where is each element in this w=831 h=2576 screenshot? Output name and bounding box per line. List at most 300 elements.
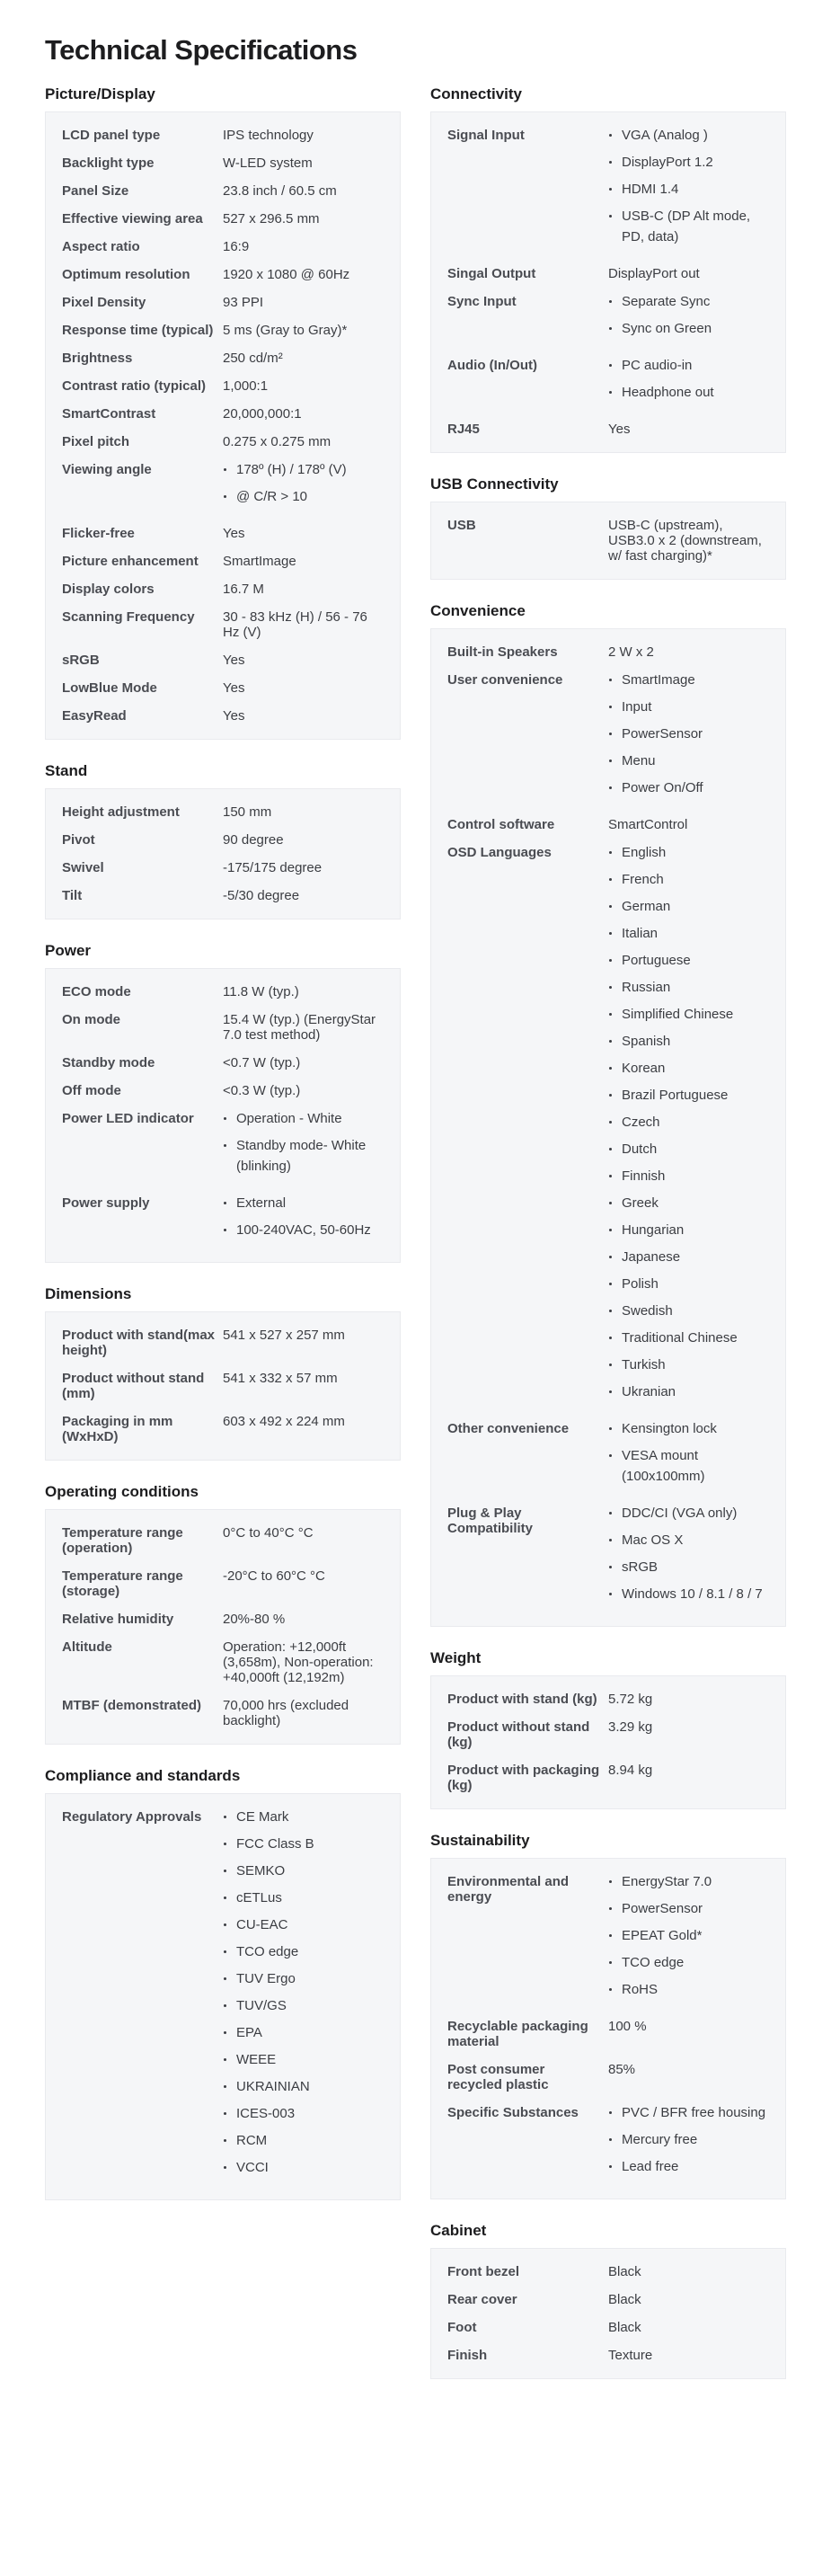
bullet-item: Portuguese xyxy=(608,950,769,971)
spec-row-packaging-in-mm-wxhxd xyxy=(62,1408,384,1451)
spec-label: Specific Substances xyxy=(447,2105,579,2120)
spec-row-audio-in-out xyxy=(447,351,769,415)
spec-value: 70,000 hrs (excluded backlight) xyxy=(223,1698,349,1728)
spec-value-list xyxy=(223,1807,384,2190)
bullet-item: SEMKO xyxy=(223,1861,384,1881)
spec-row-tilt xyxy=(62,882,384,910)
spec-table xyxy=(45,111,401,740)
spec-label: Sync Input xyxy=(447,294,517,309)
spec-row-user-convenience xyxy=(447,666,769,811)
bullet-item: Headphone out xyxy=(608,382,769,403)
bullet-item: ICES-003 xyxy=(223,2103,384,2124)
bullet-item: Korean xyxy=(608,1058,769,1079)
bullet-item: Czech xyxy=(608,1112,769,1133)
section-title: Convenience xyxy=(430,602,526,619)
spec-label: LCD panel type xyxy=(62,128,161,143)
bullet-item: Russian xyxy=(608,977,769,998)
spec-label: EasyRead xyxy=(62,708,127,724)
spec-row-off-mode xyxy=(62,1077,384,1105)
spec-row-product-with-stand-kg xyxy=(447,1685,769,1713)
spec-value: IPS technology xyxy=(223,128,314,143)
spec-value-list xyxy=(608,355,769,415)
bullet-item: DisplayPort 1.2 xyxy=(608,152,769,173)
spec-value: W-LED system xyxy=(223,155,313,171)
spec-value: 100 % xyxy=(608,2019,647,2034)
spec-label: Contrast ratio (typical) xyxy=(62,378,207,394)
spec-value: 16:9 xyxy=(223,239,250,254)
bullet-item: cETLus xyxy=(223,1888,384,1908)
spec-label: Environmental and energy xyxy=(447,1874,570,1905)
spec-label: Product without stand (mm) xyxy=(62,1371,205,1401)
spec-row-temperature-range-operation xyxy=(62,1519,384,1562)
spec-section-picture-display xyxy=(45,84,401,740)
spec-row-regulatory-approvals xyxy=(62,1803,384,2190)
bullet-item: Lead free xyxy=(608,2156,769,2177)
spec-row-sync-input xyxy=(447,288,769,351)
bullet-item: EnergyStar 7.0 xyxy=(608,1871,769,1892)
spec-row-on-mode xyxy=(62,1006,384,1049)
bullet-item: TUV Ergo xyxy=(223,1968,384,1989)
section-title: Cabinet xyxy=(430,2222,487,2239)
spec-label: Tilt xyxy=(62,888,83,903)
spec-value: USB-C (upstream), USB3.0 x 2 (downstream, w/ fast charging)* xyxy=(608,518,762,564)
section-title: Stand xyxy=(45,762,88,779)
spec-label: Temperature range (storage) xyxy=(62,1568,183,1599)
spec-value: Black xyxy=(608,2264,641,2279)
spec-row-power-supply xyxy=(62,1189,384,1253)
spec-section-power xyxy=(45,941,401,1263)
spec-section-usb-connectivity xyxy=(430,475,786,580)
spec-row-front-bezel xyxy=(447,2258,769,2286)
bullet-item: RoHS xyxy=(608,1979,769,2000)
spec-label: Standby mode xyxy=(62,1055,155,1070)
spec-value: 2 W x 2 xyxy=(608,644,654,660)
spec-row-panel-size xyxy=(62,177,384,205)
bullet-item: VESA mount (100x100mm) xyxy=(608,1445,769,1487)
spec-row-smartcontrast xyxy=(62,400,384,428)
spec-row-product-with-packaging-kg xyxy=(447,1756,769,1799)
spec-value-list xyxy=(608,2102,769,2190)
spec-row-response-time-typical xyxy=(62,316,384,344)
bullet-list xyxy=(608,125,769,247)
spec-row-pixel-pitch xyxy=(62,428,384,456)
spec-value: 90 degree xyxy=(223,832,284,848)
spec-value: Yes xyxy=(223,526,245,541)
spec-row-optimum-resolution xyxy=(62,261,384,289)
spec-table xyxy=(45,968,401,1263)
spec-label: Pixel Density xyxy=(62,295,146,310)
bullet-item: Finnish xyxy=(608,1166,769,1186)
spec-row-power-led-indicator xyxy=(62,1105,384,1189)
bullet-list xyxy=(608,355,769,403)
bullet-item: Polish xyxy=(608,1274,769,1294)
spec-section-convenience xyxy=(430,601,786,1627)
spec-section-compliance-and-standards xyxy=(45,1766,401,2200)
spec-value: 30 - 83 kHz (H) / 56 - 76 Hz (V) xyxy=(223,609,367,640)
spec-row-osd-languages xyxy=(447,839,769,1415)
spec-row-temperature-range-storage xyxy=(62,1562,384,1605)
spec-value: -20°C to 60°C °C xyxy=(223,1568,325,1584)
spec-row-eco-mode xyxy=(62,978,384,1006)
spec-value-list xyxy=(608,670,769,811)
bullet-item: 178º (H) / 178º (V) xyxy=(223,459,384,480)
spec-label: User convenience xyxy=(447,672,563,688)
section-title: Power xyxy=(45,942,92,959)
spec-section-cabinet xyxy=(430,2221,786,2379)
bullet-item: Hungarian xyxy=(608,1220,769,1240)
spec-value: Black xyxy=(608,2320,641,2335)
spec-row-signal-input xyxy=(447,121,769,260)
spec-label: Aspect ratio xyxy=(62,239,140,254)
spec-section-connectivity xyxy=(430,84,786,453)
bullet-list xyxy=(223,459,384,507)
spec-label: Scanning Frequency xyxy=(62,609,195,625)
spec-label: Power supply xyxy=(62,1195,150,1211)
spec-value: 1920 x 1080 @ 60Hz xyxy=(223,267,350,282)
bullet-item: Windows 10 / 8.1 / 8 / 7 xyxy=(608,1584,769,1604)
spec-row-pivot xyxy=(62,826,384,854)
bullet-item: HDMI 1.4 xyxy=(608,179,769,200)
spec-row-effective-viewing-area xyxy=(62,205,384,233)
bullet-item: PC audio-in xyxy=(608,355,769,376)
bullet-list xyxy=(608,291,769,339)
bullet-item: RCM xyxy=(223,2130,384,2151)
bullet-item: Simplified Chinese xyxy=(608,1004,769,1025)
bullet-list xyxy=(608,1871,769,2000)
spec-row-brightness xyxy=(62,344,384,372)
spec-label: Temperature range (operation) xyxy=(62,1525,183,1556)
spec-label: Control software xyxy=(447,817,555,832)
spec-label: On mode xyxy=(62,1012,121,1027)
spec-value: Operation: +12,000ft (3,658m), Non-operation: +40,000ft (12,192m) xyxy=(223,1639,374,1685)
bullet-item: EPA xyxy=(223,2022,384,2043)
spec-row-singal-output xyxy=(447,260,769,288)
spec-label: Relative humidity xyxy=(62,1612,174,1627)
bullet-item: 100-240VAC, 50-60Hz xyxy=(223,1220,384,1240)
spec-label: Optimum resolution xyxy=(62,267,190,282)
spec-value: 541 x 332 x 57 mm xyxy=(223,1371,338,1386)
spec-value: Texture xyxy=(608,2348,653,2363)
spec-value-list xyxy=(608,842,769,1415)
spec-row-recyclable-packaging-material xyxy=(447,2012,769,2056)
spec-label: Finish xyxy=(447,2348,488,2363)
spec-table xyxy=(430,502,786,580)
spec-value: SmartControl xyxy=(608,817,688,832)
spec-label: OSD Languages xyxy=(447,845,552,860)
section-title: Connectivity xyxy=(430,85,523,102)
spec-value: 16.7 M xyxy=(223,582,264,597)
spec-row-picture-enhancement xyxy=(62,547,384,575)
spec-value: 93 PPI xyxy=(223,295,264,310)
spec-label: Viewing angle xyxy=(62,462,152,477)
spec-table xyxy=(430,1675,786,1809)
spec-value: 3.29 kg xyxy=(608,1719,653,1735)
spec-table xyxy=(430,2248,786,2379)
spec-row-scanning-frequency xyxy=(62,603,384,646)
bullet-item: Sync on Green xyxy=(608,318,769,339)
bullet-item: External xyxy=(223,1193,384,1213)
bullet-item: French xyxy=(608,869,769,890)
spec-row-lcd-panel-type xyxy=(62,121,384,149)
spec-label: Product with packaging (kg) xyxy=(447,1763,600,1793)
spec-label: Recyclable packaging material xyxy=(447,2019,588,2049)
spec-row-plug-play-compatibility xyxy=(447,1499,769,1617)
spec-row-specific-substances xyxy=(447,2099,769,2190)
spec-label: SmartContrast xyxy=(62,406,156,422)
bullet-item: Operation - White xyxy=(223,1108,384,1129)
spec-value: 20,000,000:1 xyxy=(223,406,302,422)
bullet-item: Traditional Chinese xyxy=(608,1328,769,1348)
bullet-item: TCO edge xyxy=(223,1941,384,1962)
spec-row-display-colors xyxy=(62,575,384,603)
spec-label: MTBF (demonstrated) xyxy=(62,1698,201,1713)
bullet-item: Turkish xyxy=(608,1355,769,1375)
spec-value: 250 cd/m² xyxy=(223,351,283,366)
spec-row-product-with-stand-max-height xyxy=(62,1321,384,1364)
spec-row-mtbf-demonstrated xyxy=(62,1692,384,1735)
bullet-item: USB-C (DP Alt mode, PD, data) xyxy=(608,206,769,247)
spec-value: SmartImage xyxy=(223,554,296,569)
spec-row-standby-mode xyxy=(62,1049,384,1077)
spec-row-built-in-speakers xyxy=(447,638,769,666)
spec-value: Yes xyxy=(608,422,631,437)
spec-row-environmental-and-energy xyxy=(447,1868,769,2012)
spec-label: Product with stand(max height) xyxy=(62,1328,216,1358)
spec-section-stand xyxy=(45,761,401,919)
spec-section-operating-conditions xyxy=(45,1482,401,1745)
spec-value-list xyxy=(223,459,384,520)
spec-label: Response time (typical) xyxy=(62,323,214,338)
spec-row-height-adjustment xyxy=(62,798,384,826)
spec-row-aspect-ratio xyxy=(62,233,384,261)
bullet-item: Japanese xyxy=(608,1247,769,1267)
spec-label: Signal Input xyxy=(447,128,525,143)
bullet-item: WEEE xyxy=(223,2049,384,2070)
spec-value: 5.72 kg xyxy=(608,1692,653,1707)
spec-value: 85% xyxy=(608,2062,636,2077)
bullet-item: FCC Class B xyxy=(223,1834,384,1854)
bullet-item: Greek xyxy=(608,1193,769,1213)
bullet-item: SmartImage xyxy=(608,670,769,690)
spec-value: Yes xyxy=(223,653,245,668)
spec-row-srgb xyxy=(62,646,384,674)
specs-column-left xyxy=(45,84,401,2222)
spec-label: USB xyxy=(447,518,476,533)
spec-label: Brightness xyxy=(62,351,133,366)
bullet-item: Power On/Off xyxy=(608,777,769,798)
bullet-item: English xyxy=(608,842,769,863)
spec-value-list xyxy=(608,1871,769,2012)
bullet-list xyxy=(608,842,769,1402)
spec-value: Yes xyxy=(223,680,245,696)
section-title: Sustainability xyxy=(430,1832,530,1849)
bullet-item: Kensington lock xyxy=(608,1418,769,1439)
bullet-item: Standby mode- White (blinking) xyxy=(223,1135,384,1177)
spec-label: Display colors xyxy=(62,582,155,597)
spec-value: 1,000:1 xyxy=(223,378,269,394)
spec-label: Height adjustment xyxy=(62,804,180,820)
spec-row-lowblue-mode xyxy=(62,674,384,702)
spec-label: Flicker-free xyxy=(62,526,135,541)
bullet-item: TCO edge xyxy=(608,1952,769,1973)
spec-value: -175/175 degree xyxy=(223,860,323,875)
bullet-item: PowerSensor xyxy=(608,724,769,744)
bullet-item: Dutch xyxy=(608,1139,769,1159)
spec-value: DisplayPort out xyxy=(608,266,700,281)
spec-label: Singal Output xyxy=(447,266,536,281)
section-title: USB Connectivity xyxy=(430,475,559,493)
section-title: Picture/Display xyxy=(45,85,155,102)
spec-value: 5 ms (Gray to Gray)* xyxy=(223,323,348,338)
spec-table xyxy=(430,1858,786,2199)
spec-label: Packaging in mm (WxHxD) xyxy=(62,1414,173,1444)
spec-label: Foot xyxy=(447,2320,477,2335)
bullet-list xyxy=(608,670,769,798)
spec-value: 0°C to 40°C °C xyxy=(223,1525,314,1541)
spec-value: Black xyxy=(608,2292,641,2307)
spec-label: Front bezel xyxy=(447,2264,520,2279)
spec-label: Power LED indicator xyxy=(62,1111,194,1126)
spec-section-weight xyxy=(430,1648,786,1809)
bullet-item: Ukranian xyxy=(608,1381,769,1402)
spec-row-rj45 xyxy=(447,415,769,443)
spec-row-relative-humidity xyxy=(62,1605,384,1633)
spec-row-contrast-ratio-typical xyxy=(62,372,384,400)
spec-value: 8.94 kg xyxy=(608,1763,653,1778)
spec-value: 15.4 W (typ.) (EnergyStar 7.0 test method) xyxy=(223,1012,376,1043)
spec-label: RJ45 xyxy=(447,422,480,437)
spec-label: Effective viewing area xyxy=(62,211,203,227)
spec-table xyxy=(430,111,786,453)
spec-row-post-consumer-recycled-plastic xyxy=(447,2056,769,2099)
spec-label: Audio (In/Out) xyxy=(447,358,537,373)
spec-row-swivel xyxy=(62,854,384,882)
spec-value: 23.8 inch / 60.5 cm xyxy=(223,183,337,199)
section-title: Operating conditions xyxy=(45,1483,199,1500)
spec-value-list xyxy=(608,125,769,260)
page-title: Technical Specifications xyxy=(45,34,358,66)
spec-value: <0.3 W (typ.) xyxy=(223,1083,301,1098)
spec-section-sustainability xyxy=(430,1831,786,2199)
bullet-item: German xyxy=(608,896,769,917)
section-title: Compliance and standards xyxy=(45,1767,241,1784)
bullet-item: DDC/CI (VGA only) xyxy=(608,1503,769,1523)
spec-row-usb xyxy=(447,511,769,570)
spec-row-other-convenience xyxy=(447,1415,769,1499)
bullet-item: CU-EAC xyxy=(223,1914,384,1935)
spec-label: Product with stand (kg) xyxy=(447,1692,597,1707)
spec-row-altitude xyxy=(62,1633,384,1692)
bullet-item: @ C/R > 10 xyxy=(223,486,384,507)
specs-column-right xyxy=(430,84,786,2401)
spec-row-rear-cover xyxy=(447,2286,769,2314)
spec-row-finish xyxy=(447,2341,769,2369)
spec-value-list xyxy=(608,291,769,351)
bullet-item: CE Mark xyxy=(223,1807,384,1827)
spec-row-product-without-stand-kg xyxy=(447,1713,769,1756)
spec-value: 20%-80 % xyxy=(223,1612,286,1627)
spec-row-product-without-stand-mm xyxy=(62,1364,384,1408)
spec-label: Panel Size xyxy=(62,183,129,199)
spec-row-viewing-angle xyxy=(62,456,384,520)
section-title: Dimensions xyxy=(45,1285,132,1302)
bullet-item: Swedish xyxy=(608,1301,769,1321)
spec-value: 11.8 W (typ.) xyxy=(223,984,299,999)
spec-label: Regulatory Approvals xyxy=(62,1809,202,1825)
bullet-list xyxy=(608,1503,769,1604)
bullet-item: Input xyxy=(608,697,769,717)
bullet-item: Italian xyxy=(608,923,769,944)
spec-label: Swivel xyxy=(62,860,104,875)
bullet-item: Brazil Portuguese xyxy=(608,1085,769,1106)
bullet-list xyxy=(223,1807,384,2178)
spec-label: Pixel pitch xyxy=(62,434,130,449)
spec-table xyxy=(430,628,786,1627)
spec-value: 527 x 296.5 mm xyxy=(223,211,320,227)
spec-value-list xyxy=(608,1418,769,1499)
spec-label: Rear cover xyxy=(447,2292,517,2307)
spec-table xyxy=(45,1793,401,2200)
bullet-list xyxy=(223,1193,384,1240)
spec-row-easyread xyxy=(62,702,384,730)
spec-section-dimensions xyxy=(45,1284,401,1461)
spec-label: Built-in Speakers xyxy=(447,644,558,660)
bullet-list xyxy=(223,1108,384,1177)
spec-value: Yes xyxy=(223,708,245,724)
bullet-list xyxy=(608,2102,769,2177)
bullet-item: UKRAINIAN xyxy=(223,2076,384,2097)
bullet-item: Menu xyxy=(608,751,769,771)
section-title: Weight xyxy=(430,1649,482,1666)
spec-row-foot xyxy=(447,2314,769,2341)
spec-row-pixel-density xyxy=(62,289,384,316)
spec-value: -5/30 degree xyxy=(223,888,300,903)
spec-label: Product without stand (kg) xyxy=(447,1719,590,1750)
spec-row-flicker-free xyxy=(62,520,384,547)
spec-label: Post consumer recycled plastic xyxy=(447,2062,549,2092)
bullet-item: VCCI xyxy=(223,2157,384,2178)
spec-label: Other convenience xyxy=(447,1421,570,1436)
spec-label: Pivot xyxy=(62,832,95,848)
spec-label: Off mode xyxy=(62,1083,121,1098)
spec-label: Picture enhancement xyxy=(62,554,199,569)
spec-label: Altitude xyxy=(62,1639,112,1655)
spec-value-list xyxy=(223,1193,384,1253)
bullet-item: Mac OS X xyxy=(608,1530,769,1550)
spec-table xyxy=(45,788,401,919)
bullet-item: PowerSensor xyxy=(608,1898,769,1919)
spec-label: Plug & Play Compatibility xyxy=(447,1506,534,1536)
bullet-item: VGA (Analog ) xyxy=(608,125,769,146)
bullet-list xyxy=(608,1418,769,1487)
bullet-item: Separate Sync xyxy=(608,291,769,312)
spec-table xyxy=(45,1311,401,1461)
spec-row-backlight-type xyxy=(62,149,384,177)
spec-label: sRGB xyxy=(62,653,100,668)
bullet-item: TUV/GS xyxy=(223,1995,384,2016)
bullet-item: PVC / BFR free housing xyxy=(608,2102,769,2123)
spec-value: 541 x 527 x 257 mm xyxy=(223,1328,345,1343)
spec-row-control-software xyxy=(447,811,769,839)
spec-label: LowBlue Mode xyxy=(62,680,157,696)
spec-value: 0.275 x 0.275 mm xyxy=(223,434,332,449)
spec-value-list xyxy=(608,1503,769,1617)
bullet-item: Mercury free xyxy=(608,2129,769,2150)
bullet-item: Spanish xyxy=(608,1031,769,1052)
bullet-item: sRGB xyxy=(608,1557,769,1577)
spec-value: 150 mm xyxy=(223,804,272,820)
spec-value: 603 x 492 x 224 mm xyxy=(223,1414,345,1429)
